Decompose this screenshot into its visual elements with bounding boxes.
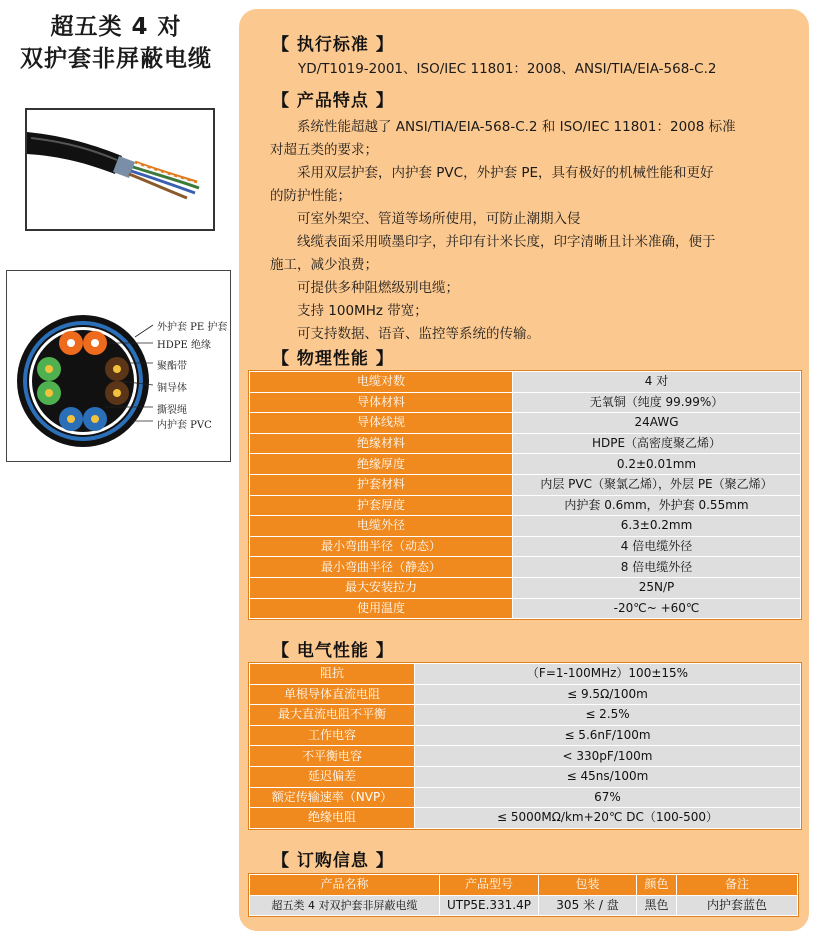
- label-polyester-tape: 聚酯带: [157, 361, 187, 372]
- feature-line: 线缆表面采用喷墨印字，并印有计米长度，印字清晰且计米准确，便于: [270, 234, 716, 250]
- param-name: 额定传输速率（NVP）: [250, 787, 415, 808]
- param-name: 最小弯曲半径（动态）: [250, 536, 513, 557]
- column-header: 产品型号: [440, 875, 539, 896]
- param-name: 导体材料: [250, 392, 513, 413]
- color: 黑色: [637, 895, 677, 916]
- param-name: 绝缘材料: [250, 433, 513, 454]
- standard-text: YD/T1019-2001、ISO/IEC 11801：2008、ANSI/TIA/EIA-568-C.2: [298, 61, 717, 77]
- feature-line: 对超五类的要求；: [270, 142, 378, 158]
- param-name: 电缆外径: [250, 516, 513, 537]
- param-value: ≤ 9.5Ω/100m: [415, 684, 801, 705]
- param-name: 护套材料: [250, 474, 513, 495]
- param-value: 内护套 0.6mm，外护套 0.55mm: [513, 495, 801, 516]
- param-value: ≤ 2.5%: [415, 705, 801, 726]
- table-row: [250, 557, 801, 578]
- cable-cross-section-diagram: [6, 270, 231, 462]
- param-value: 无氧铜（纯度 99.99%）: [513, 392, 801, 413]
- table-row: [250, 766, 801, 787]
- param-name: 最大直流电阻不平衡: [250, 705, 415, 726]
- param-name: 绝缘厚度: [250, 454, 513, 475]
- table-row: [250, 392, 801, 413]
- electrical-heading: 【 电气性能 】: [272, 641, 394, 661]
- ordering-table: [249, 874, 798, 916]
- features-text: [270, 116, 782, 346]
- feature-line: 可提供多种阻燃级别电缆；: [270, 280, 459, 296]
- param-name: 最大安装拉力: [250, 577, 513, 598]
- feature-line: 施工，减少浪费；: [270, 257, 378, 273]
- standard-heading: 【 执行标准 】: [272, 35, 394, 55]
- column-header: 颜色: [637, 875, 677, 896]
- param-value: < 330pF/100m: [415, 746, 801, 767]
- param-value: ≤ 5000MΩ/km+20℃ DC（100-500）: [415, 808, 801, 829]
- label-ripcord: 撕裂绳: [157, 405, 187, 416]
- table-row: [250, 495, 801, 516]
- feature-line: 系统性能超越了 ANSI/TIA/EIA-568-C.2 和 ISO/IEC 11801：2008 标准: [270, 119, 736, 135]
- table-row: [250, 705, 801, 726]
- label-copper-conductor: 铜导体: [157, 383, 187, 394]
- product-model: UTP5E.331.4P: [440, 895, 539, 916]
- param-name: 绝缘电阻: [250, 808, 415, 829]
- table-row: [250, 433, 801, 454]
- ordering-heading: 【 订购信息 】: [272, 851, 394, 871]
- param-value: -20℃~ +60℃: [513, 598, 801, 619]
- column-header: 包装: [539, 875, 637, 896]
- feature-line: 采用双层护套，内护套 PVC，外护套 PE，具有极好的机械性能和更好: [270, 165, 714, 181]
- param-name: 工作电容: [250, 725, 415, 746]
- electrical-table: [249, 663, 801, 829]
- param-name: 电缆对数: [250, 372, 513, 393]
- table-row: [250, 536, 801, 557]
- table-row: [250, 372, 801, 393]
- table-header-row: [250, 875, 798, 896]
- param-value: 内层 PVC（聚氯乙烯），外层 PE（聚乙烯）: [513, 474, 801, 495]
- features-heading: 【 产品特点 】: [272, 91, 394, 111]
- table-row: [250, 577, 801, 598]
- param-value: 8 倍电缆外径: [513, 557, 801, 578]
- feature-line: 可室外架空、管道等场所使用，可防止潮期入侵: [270, 211, 581, 227]
- label-outer-pe-jacket: 外护套 PE 护套: [157, 322, 228, 333]
- table-row: [250, 725, 801, 746]
- param-name: 延迟偏差: [250, 766, 415, 787]
- param-value: 6.3±0.2mm: [513, 516, 801, 537]
- param-name: 护套厚度: [250, 495, 513, 516]
- product-title-line2: 双护套非屏蔽电缆: [20, 46, 212, 72]
- param-value: HDPE（高密度聚乙烯）: [513, 433, 801, 454]
- param-value: 67%: [415, 787, 801, 808]
- packaging: 305 米 / 盘: [539, 895, 637, 916]
- table-row: [250, 684, 801, 705]
- param-value: 4 对: [513, 372, 801, 393]
- label-hdpe-insulation: HDPE 绝缘: [157, 340, 211, 351]
- table-row: [250, 787, 801, 808]
- product-name: 超五类 4 对双护套非屏蔽电缆: [250, 895, 440, 916]
- remark: 内护套蓝色: [677, 895, 798, 916]
- param-value: ≤ 5.6nF/100m: [415, 725, 801, 746]
- table-row: [250, 413, 801, 434]
- table-row: [250, 598, 801, 619]
- table-row: [250, 746, 801, 767]
- param-value: 0.2±0.01mm: [513, 454, 801, 475]
- param-name: 最小弯曲半径（静态）: [250, 557, 513, 578]
- product-title-line1: 超五类 4 对: [50, 14, 182, 40]
- table-row: [250, 454, 801, 475]
- table-row: [250, 474, 801, 495]
- param-name: 阻抗: [250, 664, 415, 685]
- physical-heading: 【 物理性能 】: [272, 349, 394, 369]
- param-name: 导体线规: [250, 413, 513, 434]
- param-value: ≤ 45ns/100m: [415, 766, 801, 787]
- param-value: （F=1-100MHz）100±15%: [415, 664, 801, 685]
- feature-line: 支持 100MHz 带宽；: [270, 303, 428, 319]
- param-name: 单根导体直流电阻: [250, 684, 415, 705]
- column-header: 产品名称: [250, 875, 440, 896]
- label-inner-pvc-jacket: 内护套 PVC: [157, 420, 212, 431]
- param-value: 4 倍电缆外径: [513, 536, 801, 557]
- table-row: [250, 516, 801, 537]
- feature-line: 可支持数据、语音、监控等系统的传输。: [270, 326, 540, 342]
- param-value: 24AWG: [513, 413, 801, 434]
- table-row: [250, 808, 801, 829]
- table-row: [250, 664, 801, 685]
- param-value: 25N/P: [513, 577, 801, 598]
- param-name: 使用温度: [250, 598, 513, 619]
- physical-table: [249, 371, 801, 619]
- column-header: 备注: [677, 875, 798, 896]
- param-name: 不平衡电容: [250, 746, 415, 767]
- feature-line: 的防护性能；: [270, 188, 351, 204]
- table-row: [250, 895, 798, 916]
- cable-photo: [25, 108, 215, 231]
